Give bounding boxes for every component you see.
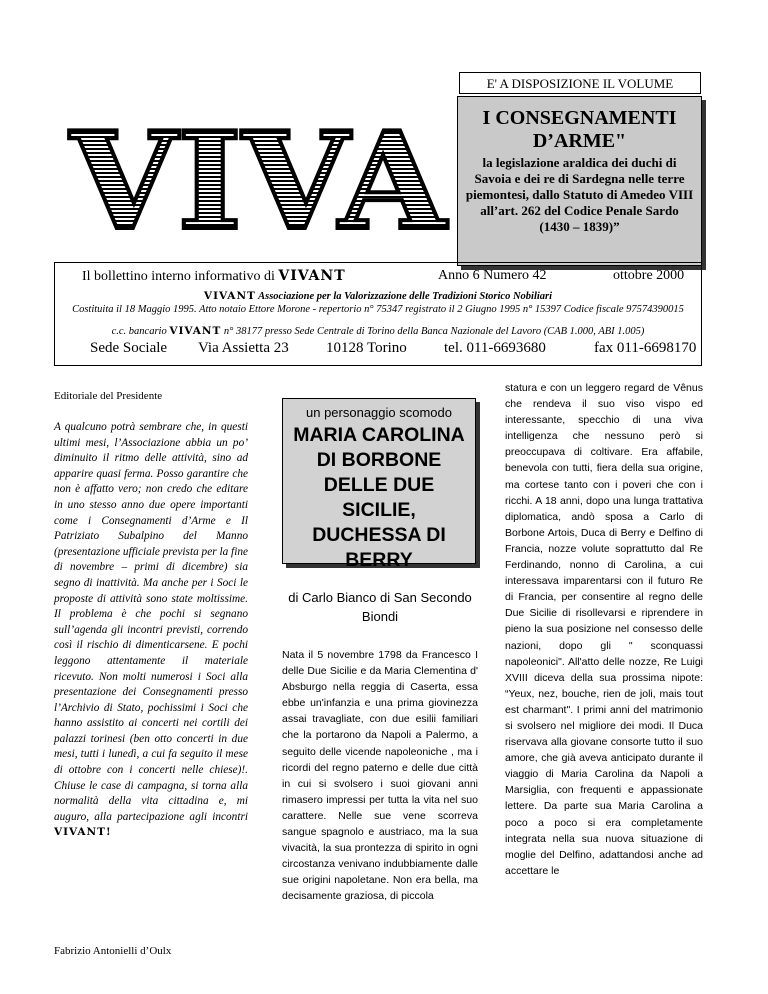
editorial-signature: Fabrizio Antonielli d’Oulx: [54, 945, 172, 957]
bank-prefix: c.c. bancario: [111, 326, 167, 337]
viva-logo-art: [62, 112, 454, 242]
seat-label: Sede Sociale: [90, 340, 168, 356]
book-title: I CONSEGNAMENTI D’ARME": [482, 107, 677, 152]
telephone: tel. 011-6693680: [444, 340, 546, 356]
editorial-body: [54, 420, 248, 841]
feature-author: di Carlo Bianco di San Secondo Biondi: [288, 590, 472, 624]
brand-name: VIVANT: [278, 268, 346, 284]
feature-kicker: un personaggio scomodo: [306, 405, 452, 420]
book-subtitle: la legislazione araldica dei duchi di Savoia e dei re di Sardegna nelle terre piemontesi, dallo Statuto di Amedeo VIII all’art. 262 del Codice Penale Sardo (1430 – 1839)”: [465, 155, 694, 234]
logo-text: VIVA: [68, 112, 449, 242]
viva-logo: [62, 112, 454, 242]
bank-brand: VIVANT: [169, 325, 222, 337]
bulletin-label: Il bollettino interno informativo di: [82, 269, 275, 284]
issue-number: Anno 6 Numero 42: [438, 268, 547, 283]
city: 10128 Torino: [326, 340, 407, 356]
bulletin-line: [82, 268, 346, 285]
association-line: [54, 290, 702, 302]
assoc-brand: VIVANT: [203, 290, 256, 302]
feature-title-box: [282, 398, 476, 571]
book-announcement: [457, 96, 702, 266]
bank-details: [54, 325, 702, 337]
street-address: Via Assietta 23: [198, 340, 289, 356]
bank-text: n° 38177 presso Sede Centrale di Torino della Banca Nazionale del Lavoro (CAB 1.000, ABI 1.005): [223, 326, 645, 337]
feature-name: MARIA CAROLINA DI BORBONE DELLE DUE SICILIE, DUCHESSA DI BERRY: [293, 424, 465, 571]
feature-column-1: Nata il 5 novembre 1798 da Francesco I delle Due Sicilie e da Maria Clementina d' Absburgo nella reggia di Caserta, essa ebbe un'infanzia e una prima giovinezza assai travagliate, con due esilii familiari che la portarono da Napoli a Palermo, a seguito delle vicende napoleoniche , ma i ricordi del regno paterno e delle due città in cui si svolsero i suoi giovani anni rimasero impressi per tutta la vita nel suo carattere. Nelle sue vene scorreva sangue spagnolo e austriaco, ma la sua vivacità, la sua prontezza di spirito in ogni circostanza venivano indubbiamente dalle sue origini napoletane. Non era bella, ma decisamente graziosa, di piccola: [282, 649, 478, 903]
editorial-text: A qualcuno potrà sembrare che, in questi ultimi mesi, l’Associazione abbia un po’ diminuito il ritmo delle attività, sino ad apparire quasi ferma. Posso garantire che non è affatto vero; non credo che editare in uno stesso anno due opere importanti come i Consegnamenti d’Arme e Il Patriziato Subalpino del Manno (presentazione ufficiale prevista per la fine di novembre – primi di dicembre) sia segno di inattività. Ma anche per i Soci le proposte di attività sono state moltissime. Il problema è che pochi si segnano sull’agenda gli incontri previsti, correndo così il rischio di dimenticarsene. E pochi leggono attentamente il materiale ricevuto. Non molti numerosi i Soci alla presentazione dei Consegnamenti presso l’Archivio di Stato, pochissimi i Soci che hanno assistito ai concerti nei cortili dei palazzi torinesi (ben otto concerti in due mesi, tutti i lunedì, a cui fa seguito il mese di ottobre con i concerti nelle chiese)!. Chiuse le case di campagna, si torna alla normalità della vita cittadina e, mi auguro, alla partecipazione agli incontri: [54, 421, 248, 823]
availability-notice: E' A DISPOSIZIONE IL VOLUME: [459, 72, 701, 94]
founding-details: Costituita il 18 Maggio 1995. Atto notaio Ettore Morone - repertorio n° 75347 registrato il 2 Giugno 1995 n° 15397 Codice fiscale 97574390015: [72, 304, 684, 315]
editorial-closing: VIVANT!: [54, 826, 112, 839]
assoc-name: Associazione per la Valorizzazione delle Tradizioni Storico Nobiliari: [258, 291, 553, 302]
fax: fax 011-6698170: [594, 340, 697, 356]
feature-column-2: statura e con un leggero regard de Vênus che rendeva il suo viso vispo ed interessante, specchio di una viva intelligenza che nessuno però si preoccupava di coltivare. Era affabile, benevola con tutti, fiera della sua origine, ma cortese tanto con i poveri che con i ricchi. A 18 anni, dopo una lunga trattativa diplomatica, andò sposa a Carlo di Borbone Artois, Duca di Berry e Delfino di Francia, nozze volute soprattutto dal Re Ferdinando, nonno di Carolina, a cui interessava imparentarsi con il futuro Re di Francia, per consentire al regno delle Due Sicilie di risollevarsi e riprendere in pieno la sua posizione nel consesso delle nazioni, dopo gli " sconquassi napoleonici". All'atto delle nozze, Re Luigi XVIII diceva della sua prossima nipote: “Yeux, nez, bouche, rien de joli, mais tout est charmant". I primi anni del matrimonio si svolsero nel migliore dei modi. Il Duca riservava alla giovane consorte tutto il suo amore, che già aveva anticipato durante il viaggio di Maria Carolina da Napoli a Marsiglia, con frequenti e appassionate lettere. Da parte sua Maria Carolina a poco a poco si era completamente integrata nella sua nuova situazione di moglie del Delfino, adattandosi anche ad accettare le: [505, 382, 703, 877]
editorial-title: Editoriale del Presidente: [54, 390, 163, 402]
issue-date: ottobre 2000: [613, 268, 685, 283]
